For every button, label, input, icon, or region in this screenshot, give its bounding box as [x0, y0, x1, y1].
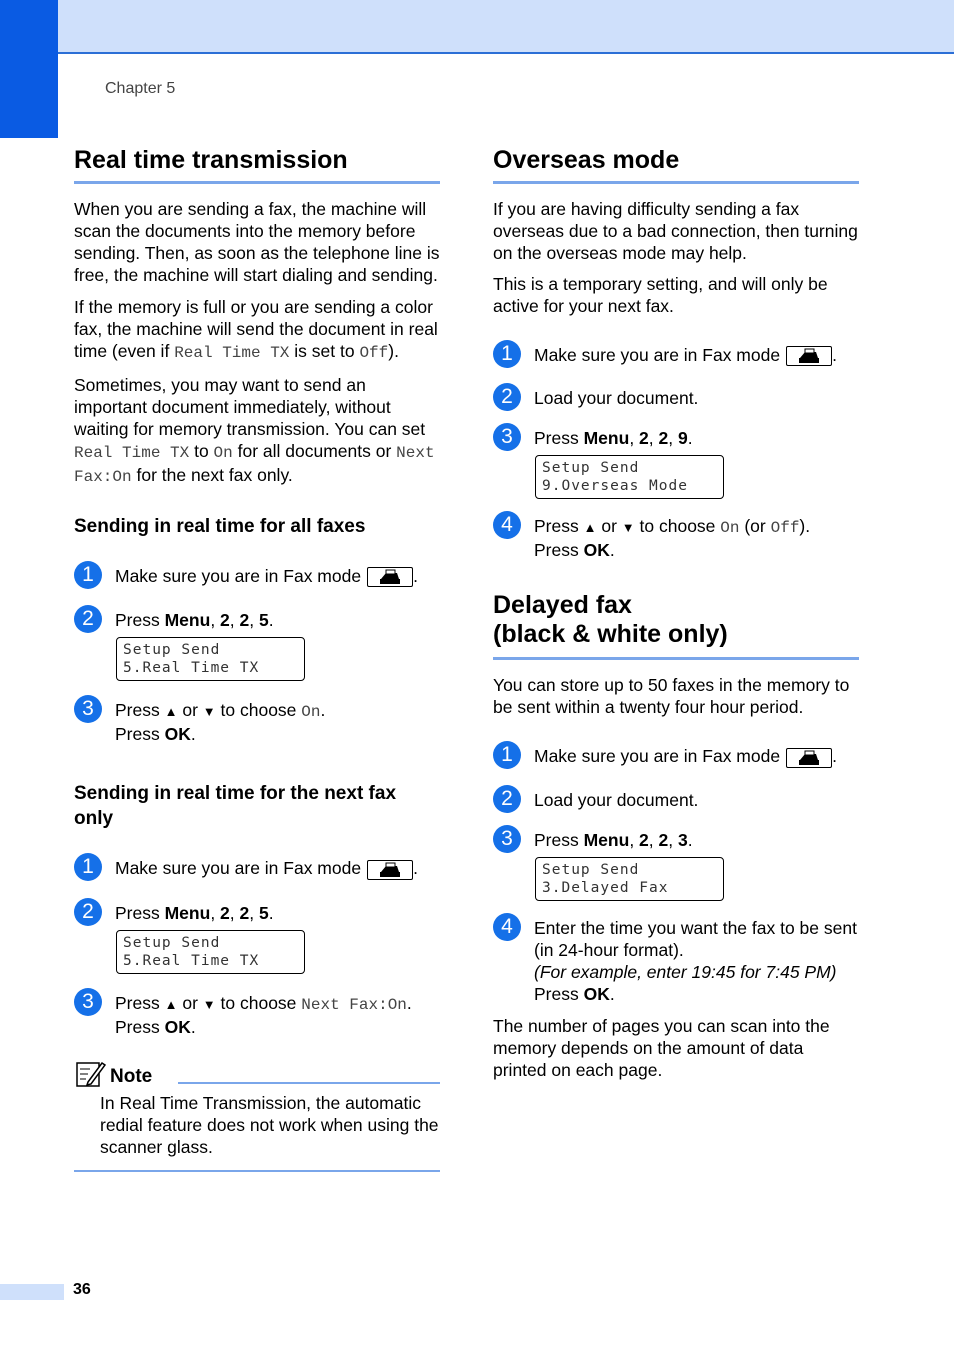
- lcd-text: Off: [359, 344, 389, 362]
- text: for the next fax only.: [131, 465, 293, 485]
- paragraph: If you are having difficulty sending a fax overseas due to a bad connection, then turning on the overseas mode may help.: [493, 199, 858, 263]
- step: 1 Make sure you are in Fax mode .: [74, 857, 440, 879]
- up-arrow-icon: ▲: [583, 520, 597, 536]
- text: Press: [534, 540, 584, 561]
- key-label: 2: [639, 428, 649, 449]
- key-label: 2: [239, 610, 250, 631]
- note-pencil-icon: [76, 1060, 106, 1093]
- text: ).: [388, 341, 399, 361]
- text: to choose: [215, 700, 302, 721]
- text: Press: [534, 428, 584, 449]
- step-number: 3: [74, 988, 102, 1016]
- text: Sometimes, you may want to send an important document immediately, without waiting for memory transmission. You can set: [74, 375, 426, 439]
- step-number: 2: [493, 383, 521, 411]
- text: or: [177, 700, 203, 721]
- paragraph: When you are sending a fax, the machine will scan the documents into the memory before sending. Then, as soon as the telephone line is free, the machine will start dialing and sending.: [74, 199, 440, 285]
- lcd-text: Real Time TX: [174, 344, 290, 362]
- key-label: 2: [658, 428, 669, 449]
- key-label: Menu: [164, 610, 211, 631]
- key-label: 2: [639, 829, 649, 850]
- step-number: 3: [493, 825, 521, 853]
- title-line: Delayed fax: [493, 591, 632, 620]
- note-box: [74, 1060, 440, 1172]
- key-label: 9: [677, 428, 688, 449]
- step-number: 1: [493, 340, 521, 368]
- fax-mode-icon: [367, 860, 413, 880]
- paragraph: You can store up to 50 faxes in the memory to be sent within a twenty four hour period.: [493, 675, 850, 718]
- key-label: Menu: [583, 829, 630, 850]
- step: [493, 786, 859, 811]
- up-arrow-icon: ▲: [164, 704, 178, 720]
- step: 4 Press ▲ or ▼ to choose On (or Off). Press OK.: [493, 515, 859, 561]
- step-number: 1: [74, 853, 102, 881]
- lcd-text: On: [301, 703, 321, 722]
- key-label: OK: [164, 1016, 191, 1037]
- page-number: 36: [73, 1281, 91, 1298]
- down-arrow-icon: ▼: [202, 704, 216, 720]
- text: or: [177, 992, 203, 1013]
- section-title-real-time: Real time transmission: [74, 140, 440, 184]
- text: Press: [534, 516, 584, 537]
- subsection-title-next-fax: Sending in real time for the next fax only: [74, 783, 397, 830]
- text: Press: [115, 992, 165, 1013]
- text: for all documents or: [232, 441, 397, 461]
- text: Press: [115, 1016, 165, 1037]
- note-body: In Real Time Transmission, the automatic redial feature does not work when using the scanner glass.: [100, 1092, 439, 1157]
- step-text: Make sure you are in Fax mode: [534, 746, 781, 767]
- step: [493, 387, 859, 409]
- lcd-display: Setup Send 5.Real Time TX: [116, 930, 305, 974]
- text: to choose: [215, 992, 302, 1013]
- lcd-text: Next Fax:On: [74, 444, 435, 486]
- step-number: 4: [493, 913, 521, 941]
- step-number: 3: [493, 423, 521, 451]
- chapter-label: Chapter 5: [105, 80, 176, 97]
- step: 4 Enter the time you want the fax to be sent (in 24-hour format). (For example, enter 19:45 for 7:45 PM) Press OK.: [493, 917, 859, 1005]
- divider: [178, 1082, 440, 1084]
- lcd-text: Real Time TX: [74, 444, 190, 462]
- step-text: Make sure you are in Fax mode: [115, 566, 362, 586]
- step-text: Enter the time you want the fax to be sent (in 24-hour format).: [534, 917, 857, 960]
- step: 2 Press Menu, 2, 2, 5.: [74, 609, 440, 631]
- fax-mode-icon: [367, 567, 413, 587]
- header-band: [0, 0, 954, 54]
- lcd-display: Setup Send 3.Delayed Fax: [535, 857, 724, 901]
- text: Press: [115, 700, 165, 721]
- lcd-display: Setup Send 9.Overseas Mode: [535, 455, 724, 499]
- key-label: OK: [583, 540, 610, 561]
- lcd-text: Off: [770, 519, 800, 538]
- step-number: 4: [493, 511, 521, 539]
- paragraph: [74, 374, 440, 488]
- step-number: 2: [493, 785, 521, 813]
- text: to choose: [634, 516, 721, 537]
- left-column: [74, 140, 440, 1172]
- step-number: 2: [74, 605, 102, 633]
- step-number: 2: [74, 898, 102, 926]
- key-label: 5: [258, 902, 269, 923]
- step-number: 1: [74, 561, 102, 589]
- paragraph: The number of pages you can scan into the memory depends on the amount of data printed on each page.: [493, 1015, 830, 1080]
- down-arrow-icon: ▼: [621, 520, 635, 536]
- section-title-delayed: [493, 585, 859, 660]
- key-label: OK: [583, 983, 610, 1004]
- text: or: [596, 516, 622, 537]
- key-label: 5: [258, 610, 269, 631]
- step: 3 Press Menu, 2, 2, 3.: [493, 829, 859, 851]
- text: If the memory is full or you are sending a color fax, the machine will send the document in real time (even if: [74, 297, 438, 361]
- step: 2 Press Menu, 2, 2, 5.: [74, 902, 440, 924]
- step: 1 Make sure you are in Fax mode .: [74, 565, 440, 587]
- title-line: (black & white only): [493, 620, 728, 649]
- key-label: Menu: [583, 428, 630, 449]
- divider: [74, 1170, 440, 1172]
- note-title: Note: [110, 1065, 153, 1087]
- text: to: [189, 441, 214, 461]
- lcd-text: On: [213, 444, 233, 462]
- step-text: Load your document.: [534, 789, 699, 810]
- subsection-title-all-faxes: Sending in real time for all faxes: [74, 516, 366, 537]
- note-header: [74, 1060, 440, 1092]
- page-number-band: [0, 1284, 64, 1300]
- lcd-text: Next Fax:On: [301, 995, 407, 1014]
- text: Press: [115, 902, 165, 923]
- key-label: 3: [677, 829, 688, 850]
- key-label: OK: [164, 724, 191, 745]
- text: Press: [534, 983, 584, 1004]
- fax-mode-icon: [786, 346, 832, 366]
- example-text: (For example, enter 19:45 for 7:45 PM): [534, 961, 837, 982]
- step: 3 Press Menu, 2, 2, 9.: [493, 427, 859, 449]
- step-text: Make sure you are in Fax mode: [534, 345, 781, 365]
- up-arrow-icon: ▲: [164, 996, 178, 1012]
- step-text: Load your document.: [534, 388, 699, 409]
- lcd-display: Setup Send 5.Real Time TX: [116, 637, 305, 681]
- key-label: Menu: [164, 902, 211, 923]
- fax-mode-icon: [786, 748, 832, 768]
- lcd-text: On: [720, 519, 740, 538]
- step-text: Make sure you are in Fax mode: [115, 858, 362, 879]
- text: Press: [115, 724, 165, 745]
- paragraph: This is a temporary setting, and will only be active for your next fax.: [493, 274, 828, 316]
- step: 3 Press ▲ or ▼ to choose On. Press OK.: [74, 699, 440, 745]
- down-arrow-icon: ▼: [202, 996, 216, 1012]
- step-number: 1: [493, 741, 521, 769]
- key-label: 2: [220, 610, 230, 631]
- text: (or: [739, 516, 771, 537]
- key-label: 2: [220, 902, 230, 923]
- step: 3 Press ▲ or ▼ to choose Next Fax:On. Press OK.: [74, 992, 440, 1038]
- text: is set to: [289, 341, 360, 361]
- text: Press: [534, 829, 584, 850]
- step-number: 3: [74, 695, 102, 723]
- text: Press: [115, 610, 165, 631]
- step: 1 Make sure you are in Fax mode .: [493, 745, 859, 767]
- step: 1 Make sure you are in Fax mode .: [493, 344, 859, 366]
- text: ).: [799, 516, 811, 537]
- paragraph: [74, 296, 440, 364]
- right-column: [493, 140, 859, 1081]
- section-title-overseas: Overseas mode: [493, 140, 859, 184]
- key-label: 2: [658, 829, 669, 850]
- chapter-tab: [0, 0, 58, 138]
- key-label: 2: [239, 902, 250, 923]
